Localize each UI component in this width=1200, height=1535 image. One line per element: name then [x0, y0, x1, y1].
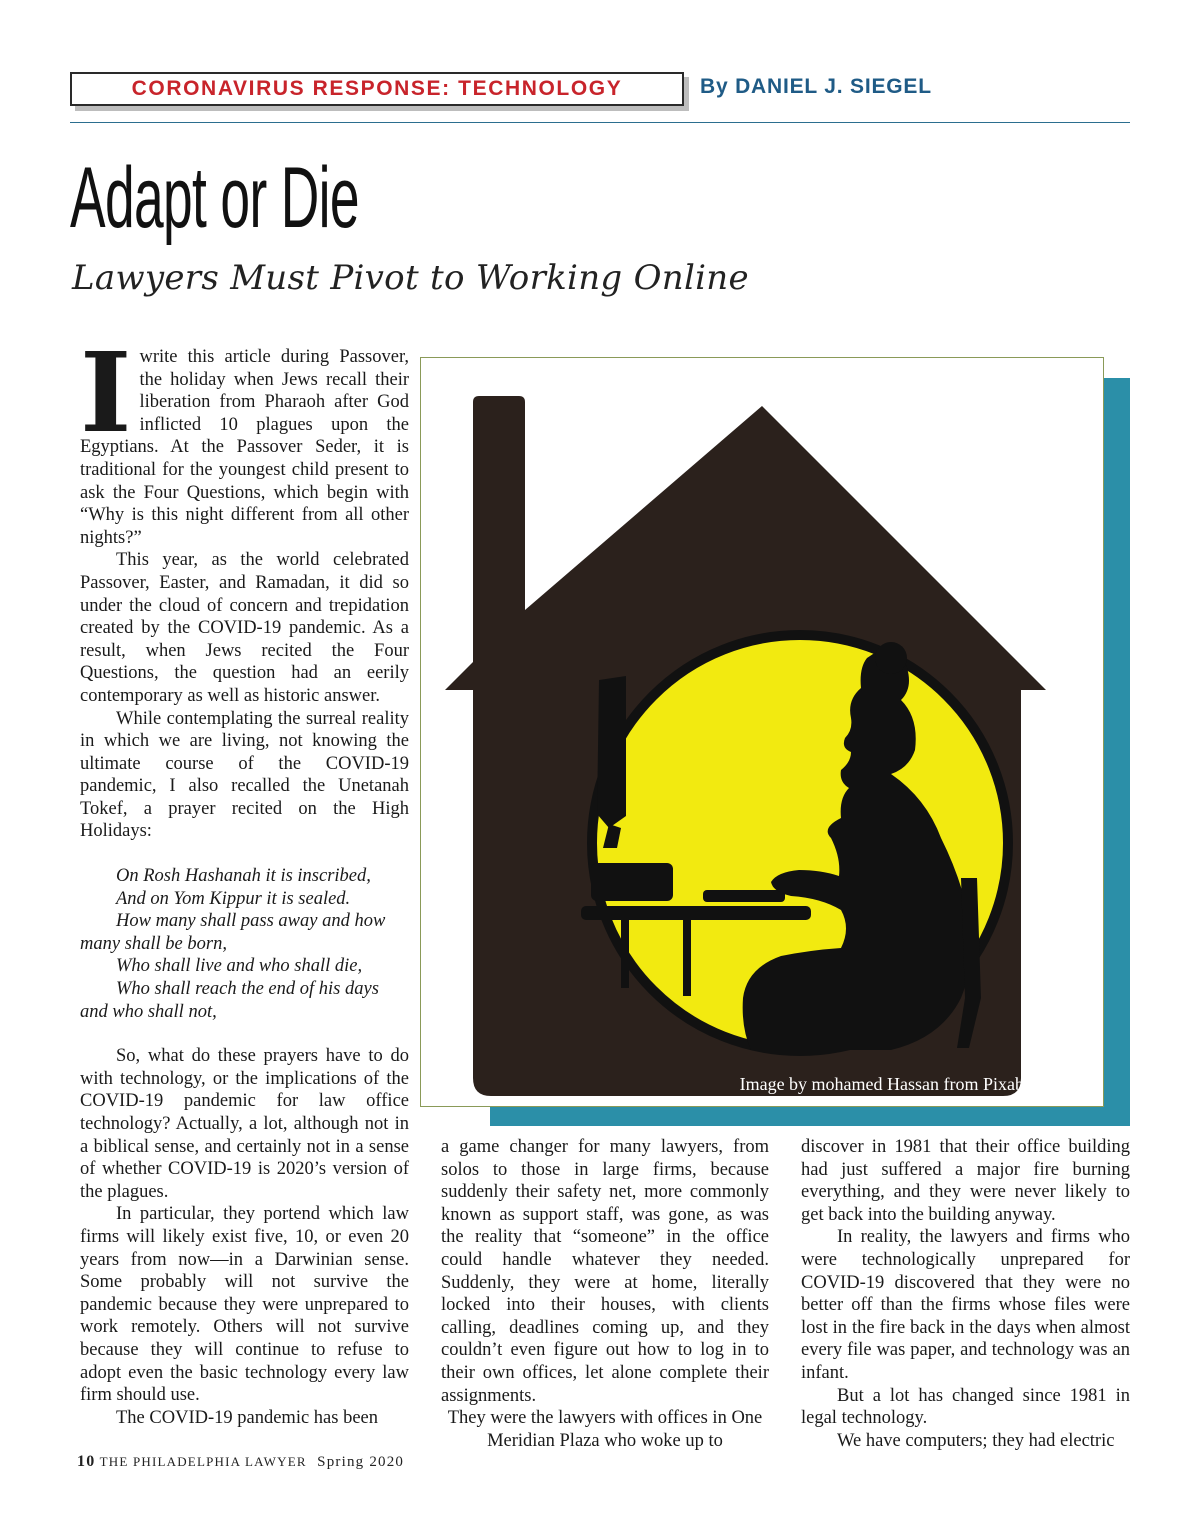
issue-season: Spring 2020: [317, 1454, 405, 1470]
verse-line: On Rosh Hashanah it is inscribed,: [116, 866, 371, 887]
article-subtitle: Lawyers Must Pivot to Working Online: [72, 258, 749, 298]
paragraph-1: [80, 328, 409, 549]
section-banner: [70, 72, 684, 106]
text-column-1: [80, 328, 409, 1429]
verse-line: Who shall live and who shall die,: [116, 956, 363, 977]
header-divider: [70, 122, 1130, 123]
paragraph-7: They were the lawyers with offices in One Meridian Plaza who woke up to: [447, 1408, 763, 1451]
paragraph-5: In particular, they portend which law firms will likely exist five, 10, or even 20 years from now—in a Darwinian sense. Some probably will not survive the pandemic because they were unprepared to work remotely. Others will not survive because they will continue to refuse to adopt even the basic technology every law firm should use.: [80, 1204, 409, 1406]
paragraph-3: While contemplating the surreal reality in which we are living, not knowing the ultimate course of the COVID-19 pandemic, I also recalled the Unetanah Tokef, a prayer recited on the High Holidays:: [80, 708, 409, 842]
image-credit: Image by mohamed Hassan from Pixabay: [739, 1074, 1041, 1094]
verse-line: Who shall reach the end of his days and who shall not,: [80, 979, 379, 1022]
house-silhouette-icon: [421, 358, 1103, 1106]
paragraph-4: So, what do these prayers have to do with technology, or the implications of the COVID-19 pandemic for law office technology? Actually, a lot, although not in a biblical sense, and certainly not in a sense of whether COVID-19 is 2020’s version of the plagues.: [80, 1046, 409, 1202]
paragraph-7-continued: discover in 1981 that their office building had just suffered a major fire burning everything, and they were never likely to get back into the building anyway.: [801, 1137, 1130, 1225]
drop-cap: I: [80, 328, 132, 457]
text-column-2: [441, 1136, 769, 1452]
paragraph-9: But a lot has changed since 1981 in legal technology.: [801, 1385, 1130, 1429]
publication-name: THE PHILADELPHIA LAWYER: [99, 1454, 307, 1469]
article-image: [420, 357, 1104, 1107]
section-label: CORONAVIRUS RESPONSE: TECHNOLOGY: [131, 77, 623, 100]
verse-line: And on Yom Kippur it is sealed.: [116, 888, 351, 909]
paragraph-6-start: The COVID-19 pandemic has been: [116, 1407, 378, 1428]
paragraph-8: In reality, the lawyers and firms who were technologically unprepared for COVID-19 discovered that they were no better off than the firms whose files were lost in the fire back in the days when almost every file was paper, and technology was an infant.: [801, 1227, 1130, 1383]
article-title: Adapt or Die: [70, 150, 359, 246]
page-number: 10: [77, 1453, 96, 1470]
verse-spacer: [80, 843, 409, 865]
byline: By DANIEL J. SIEGEL: [700, 75, 932, 98]
paragraph-2: This year, as the world celebrated Passover, Easter, and Ramadan, it did so under the cloud of concern and trepidation created by the COVID-19 pandemic. As a result, when Jews recited the Four Questions, the question had an eerily contemporary as well as historic answer.: [80, 550, 409, 706]
verse-line: How many shall pass away and how many shall be born,: [80, 911, 386, 954]
paragraph-6-continued: a game changer for many lawyers, from solos to those in large firms, because suddenly their safety net, more commonly known as support staff, was gone, as was the reality that “someone” in the office could handle whatever they needed. Suddenly, they were at home, literally locked into their houses, with clients calling, deadlines coming up, and they couldn’t even figure out how to log in to their own offices, let alone complete their assignments.: [441, 1137, 769, 1406]
verse-spacer: [80, 1023, 409, 1045]
paragraph-1-text: write this article during Passover, the holiday when Jews recall their liberation from Pharaoh after God inflicted 10 plagues upon the Egyptians. At the Passover Seder, it is traditional for the youngest child present to ask the Four Questions, which begin with “Why is this night different from all other nights?”: [80, 347, 409, 548]
page-footer: [77, 1453, 404, 1471]
paragraph-10: We have computers; they had electric: [837, 1430, 1115, 1451]
text-column-3: [801, 1136, 1130, 1452]
